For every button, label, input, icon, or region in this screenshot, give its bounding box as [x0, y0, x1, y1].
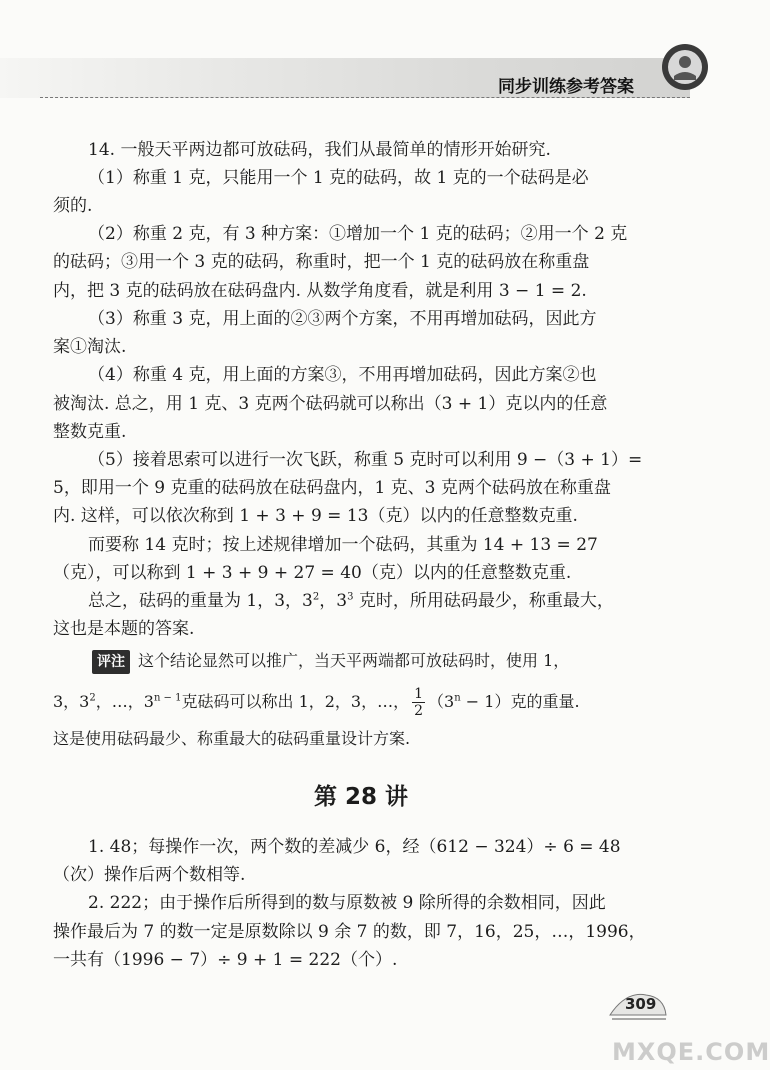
- text-line: 5，即用一个 9 克重的砝码放在砝码盘内，1 克、3 克两个砝码放在称重盘: [53, 478, 611, 498]
- answer-line: 一共有（1996 − 7）÷ 9 + 1 = 222（个）.: [53, 950, 398, 970]
- answer-line: 2. 222；由于操作后所得到的数与原数被 9 除所得的余数相同，因此: [88, 893, 606, 913]
- section-title: 第 28 讲: [314, 784, 409, 810]
- text-line: 内. 这样，可以依次称到 1 + 3 + 9 = 13（克）以内的任意整数克重.: [53, 506, 578, 526]
- answer-line: （次）操作后两个数相等.: [53, 865, 246, 885]
- text-line: （1）称重 1 克，只能用一个 1 克的砝码，故 1 克的一个砝码是必: [88, 168, 589, 188]
- text-line: 而要称 14 克时；按上述规律增加一个砝码，其重为 14 + 13 = 27: [88, 535, 598, 555]
- text-line: （4）称重 4 克，用上面的方案③，不用再增加砝码，因此方案②也: [88, 365, 597, 385]
- remark-line: 3，$3^2$，…，$3^{n - 1}$克砝码可以称出 1，2，3，…， $\frac{1}{2}$ $(3^n - 1)$克的重量.: [53, 686, 580, 719]
- running-header-title: 同步训练参考答案: [498, 77, 634, 97]
- text-line: 被淘汰. 总之，用 1 克、3 克两个砝码就可以称出（3 + 1）克以内的任意: [53, 394, 608, 414]
- header-rule: [40, 97, 690, 98]
- conclusion-line: 这也是本题的答案.: [53, 619, 195, 639]
- answer-line: 操作最后为 7 的数一定是原数除以 9 余 7 的数，即 7，16，25，…，1996，: [53, 922, 646, 942]
- text-line: （2）称重 2 克，有 3 种方案：①增加一个 1 克的砝码；②用一个 2 克: [88, 224, 628, 244]
- fraction: $\frac{1}{2}$: [414, 686, 424, 719]
- watermark: MXQE.COM: [612, 1038, 770, 1066]
- conclusion-line: 总之，砝码的重量为 1，3，$3^2$，$3^3$ 克时，所用砝码最少，称重最大，: [88, 591, 614, 611]
- text-line: 须的.: [53, 196, 93, 216]
- text-line: 整数克重.: [53, 422, 127, 442]
- remark-badge: 评注: [92, 650, 130, 674]
- text-line: （3）称重 3 克，用上面的②③两个方案，不用再增加砝码，因此方: [88, 309, 597, 329]
- page-number: 309: [625, 995, 657, 1013]
- text-line: 内，把 3 克的砝码放在砝码盘内. 从数学角度看，就是利用 3 − 1 = 2.: [53, 281, 587, 301]
- text-line: 案①淘汰.: [53, 337, 127, 357]
- text-line: 14. 一般天平两边都可放砝码，我们从最简单的情形开始研究.: [88, 140, 551, 160]
- text-line: 的砝码；③用一个 3 克的砝码，称重时，把一个 1 克的砝码放在称重盘: [53, 252, 590, 272]
- answer-line: 1. 48；每操作一次，两个数的差减少 6，经（612 − 324）÷ 6 = 48: [88, 837, 621, 857]
- remark-line: 评注 这个结论显然可以推广，当天平两端都可放砝码时，使用 1，: [92, 650, 569, 674]
- book-emblem-icon: [660, 42, 710, 92]
- remark-line: 这是使用砝码最少、称重最大的砝码重量设计方案.: [53, 729, 411, 748]
- text-line: （5）接着思索可以进行一次飞跃，称重 5 克时可以利用 9 −（3 + 1）=: [88, 450, 643, 470]
- text-line: （克），可以称到 1 + 3 + 9 + 27 = 40（克）以内的任意整数克重.: [53, 563, 572, 583]
